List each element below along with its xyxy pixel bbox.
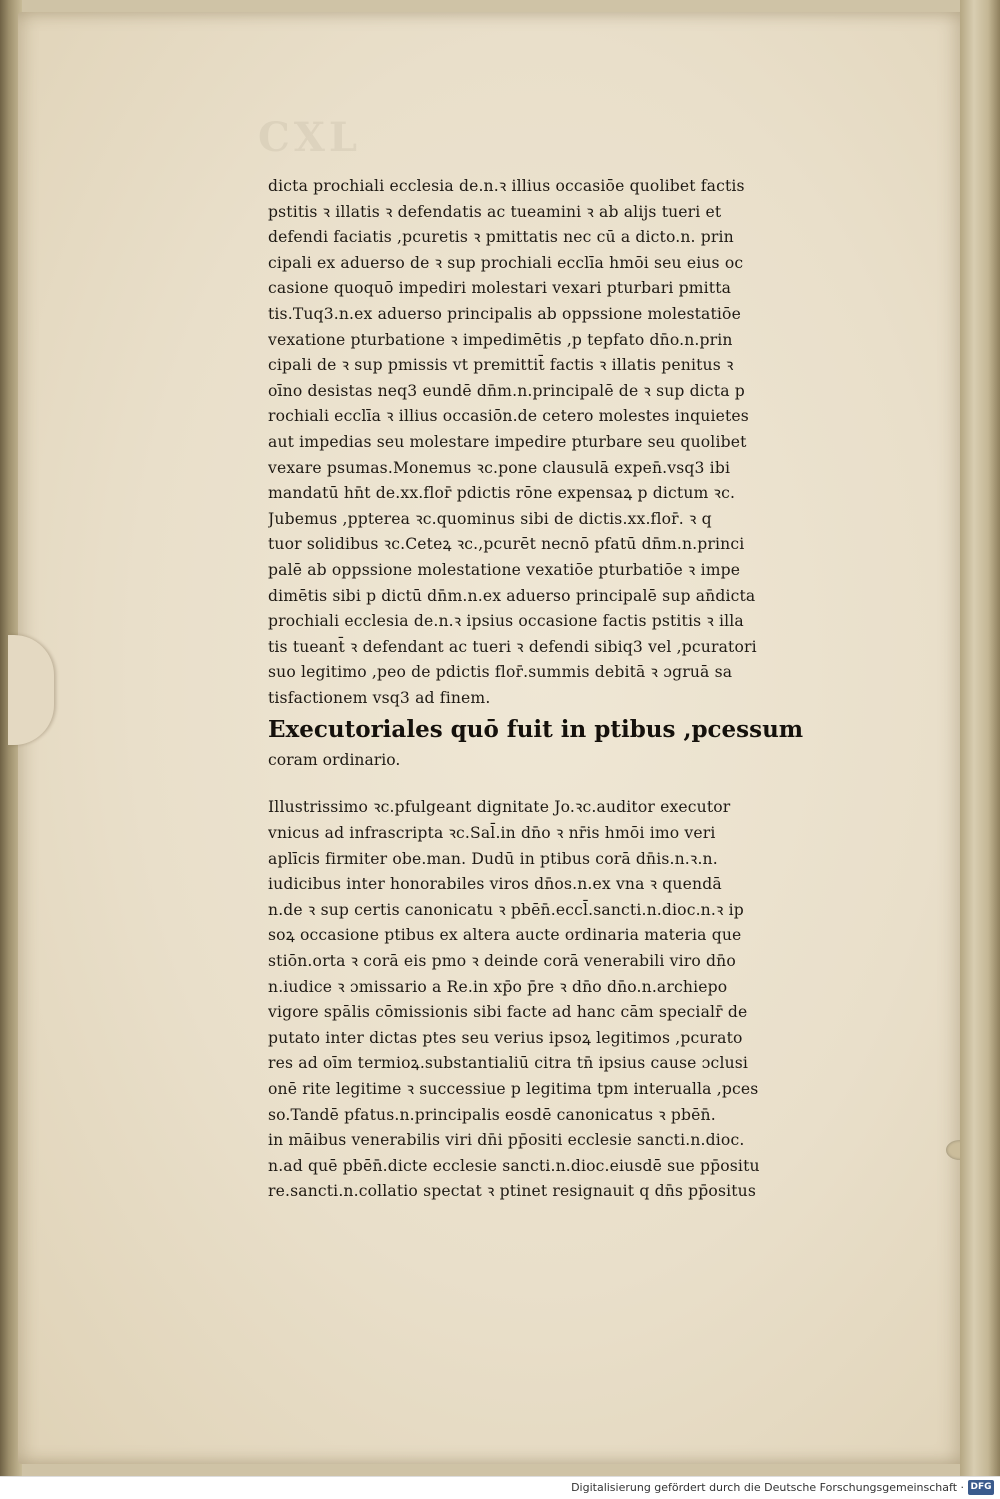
text-line: stiōn.orta ꝛ corā eis pmo ꝛ deinde corā venerabili viro dn̄o xyxy=(268,952,736,971)
text-block xyxy=(268,174,878,1205)
text-line: n.de ꝛ sup certis canonicatu ꝛ pbēn̄.eccl̄.sancti.n.dioc.n.ꝛ ip xyxy=(268,900,744,919)
footer-credit: Digitalisierung gefördert durch die Deutsche Forschungsgemeinschaft · xyxy=(571,1481,964,1494)
text-line: pstitis ꝛ illatis ꝛ defendatis ac tueamini ꝛ ab alijs tueri et xyxy=(268,202,722,221)
paragraph-gap xyxy=(268,773,878,795)
text-line: rochiali ecclīa ꝛ illius occasiōn.de cetero molestes inquietes xyxy=(268,407,749,426)
text-line: n.ad quē pbēn̄.dicte ecclesie sancti.n.dioc.eiusdē sue pp̄ositu xyxy=(268,1156,760,1175)
text-line: vigore spālis cōmissionis sibi facte ad hanc cām specialr̄ de xyxy=(268,1003,748,1022)
folio-ghost: CXL xyxy=(258,114,361,161)
text-line: defendi faciatis ,pcuretis ꝛ pmittatis nec cū a dicto.n. prin xyxy=(268,228,734,247)
text-line: tisfactionem vsq3 ad finem. xyxy=(268,688,491,707)
text-line: tis tueant̄ ꝛ defendant ac tueri ꝛ defendi sibiq3 vel ,pcuratori xyxy=(268,637,757,656)
section-subheading: coram ordinario. xyxy=(268,751,401,770)
text-line: mandatū hn̄t de.xx.flor̄ pdictis rōne expensaꝝ p dictum ꝛc. xyxy=(268,484,736,503)
text-line: suo legitimo ,peo de pdictis flor̄.summis debitā ꝛ ɔgruā sa xyxy=(268,663,733,682)
text-line: vnicus ad infrascripta ꝛc.Sal̄.in dn̄o ꝛ nr̄is hmōi imo veri xyxy=(268,824,716,843)
section-heading: Executoriales quō fuit in ptibus ,pcessum xyxy=(268,716,804,744)
paragraph-1 xyxy=(268,174,878,711)
text-line: vexare psumas.Monemus ꝛc.pone clausulā expen̄.vsq3 ibi xyxy=(268,458,731,477)
text-line: onē rite legitime ꝛ successiue p legitima tpm interualla ,pces xyxy=(268,1080,759,1098)
text-line: n.iudice ꝛ ɔmissario a Re.in xp̄o p̄re ꝛ dn̄o dn̄o.n.archiepo xyxy=(268,977,728,996)
text-line: res ad oīm termioꝝ.substantialiū citra tn̄ ipsius cause ɔclusi xyxy=(268,1054,749,1073)
text-line: re.sancti.n.collatio spectat ꝛ ptinet resignauit q dn̄s pp̄ositus xyxy=(268,1182,757,1201)
text-line: dicta prochiali ecclesia de.n.ꝛ illius occasiōe quolibet factis xyxy=(268,177,745,195)
text-line: dimētis sibi p dictū dn̄m.n.ex aduerso principalē sup an̄dicta xyxy=(268,586,756,605)
text-line: tis.Tuq3.n.ex aduerso principalis ab oppssione molestatiōe xyxy=(268,304,741,323)
footer-bar xyxy=(0,1476,1000,1499)
text-line: aut impedias seu molestare impedire pturbare seu quolibet xyxy=(268,432,747,451)
text-line: vexatione pturbatione ꝛ impedimētis ,p tepfato dn̄o.n.prin xyxy=(268,330,733,349)
text-line: soꝝ occasione ptibus ex altera aucte ordinaria materia que xyxy=(268,926,742,945)
text-line: Jubemus ,pptereа ꝛc.quominus sibi de dictis.xx.flor̄. ꝛ q xyxy=(268,509,712,528)
text-line: prochiali ecclesia de.n.ꝛ ipsius occasione factis pstitis ꝛ illa xyxy=(268,612,744,631)
text-line: cipali de ꝛ sup pmissis vt premittit̄ factis ꝛ illatis penitus ꝛ xyxy=(268,356,734,375)
text-line: iudicibus inter honorabiles viros dn̄os.n.ex vna ꝛ quendā xyxy=(268,875,722,894)
text-line: putato inter dictas ptes seu verius ipsoꝝ legitimos ,pcurato xyxy=(268,1028,743,1047)
text-line: cipali ex aduerso de ꝛ sup prochiali ecclīa hmōi seu eius oc xyxy=(268,253,744,272)
text-line: tuor solidibus ꝛc.Ceteꝝ ꝛc.,pcurēt necnō pfatū dn̄m.n.princi xyxy=(268,535,745,554)
paragraph-2 xyxy=(268,795,878,1205)
text-line: so.Tandē pfatus.n.principalis eosdē canonicatus ꝛ pbēn̄. xyxy=(268,1105,716,1124)
book-edge-right xyxy=(960,0,1000,1476)
page-surface xyxy=(18,12,966,1464)
text-line: palē ab oppssione molestatione vexatiōe pturbatiōe ꝛ impe xyxy=(268,560,741,579)
text-line: casione quoquō impediri molestari vexari pturbari pmitta xyxy=(268,279,732,298)
text-line: Illustrissimo ꝛc.pfulgeant dignitate Jo.ꝛc.auditor executor xyxy=(268,798,731,817)
text-line: oīno desistas neq3 eundē dn̄m.n.principalē de ꝛ sup dicta p xyxy=(268,381,745,400)
text-line: aplīcis firmiter obe.man. Dudū in ptibus corā dn̄is.n.ꝛ.n. xyxy=(268,849,718,868)
dfg-logo: DFG xyxy=(968,1480,994,1495)
text-line: in māibus venerabilis viri dn̄i pp̄ositi ecclesie sancti.n.dioc. xyxy=(268,1131,745,1150)
